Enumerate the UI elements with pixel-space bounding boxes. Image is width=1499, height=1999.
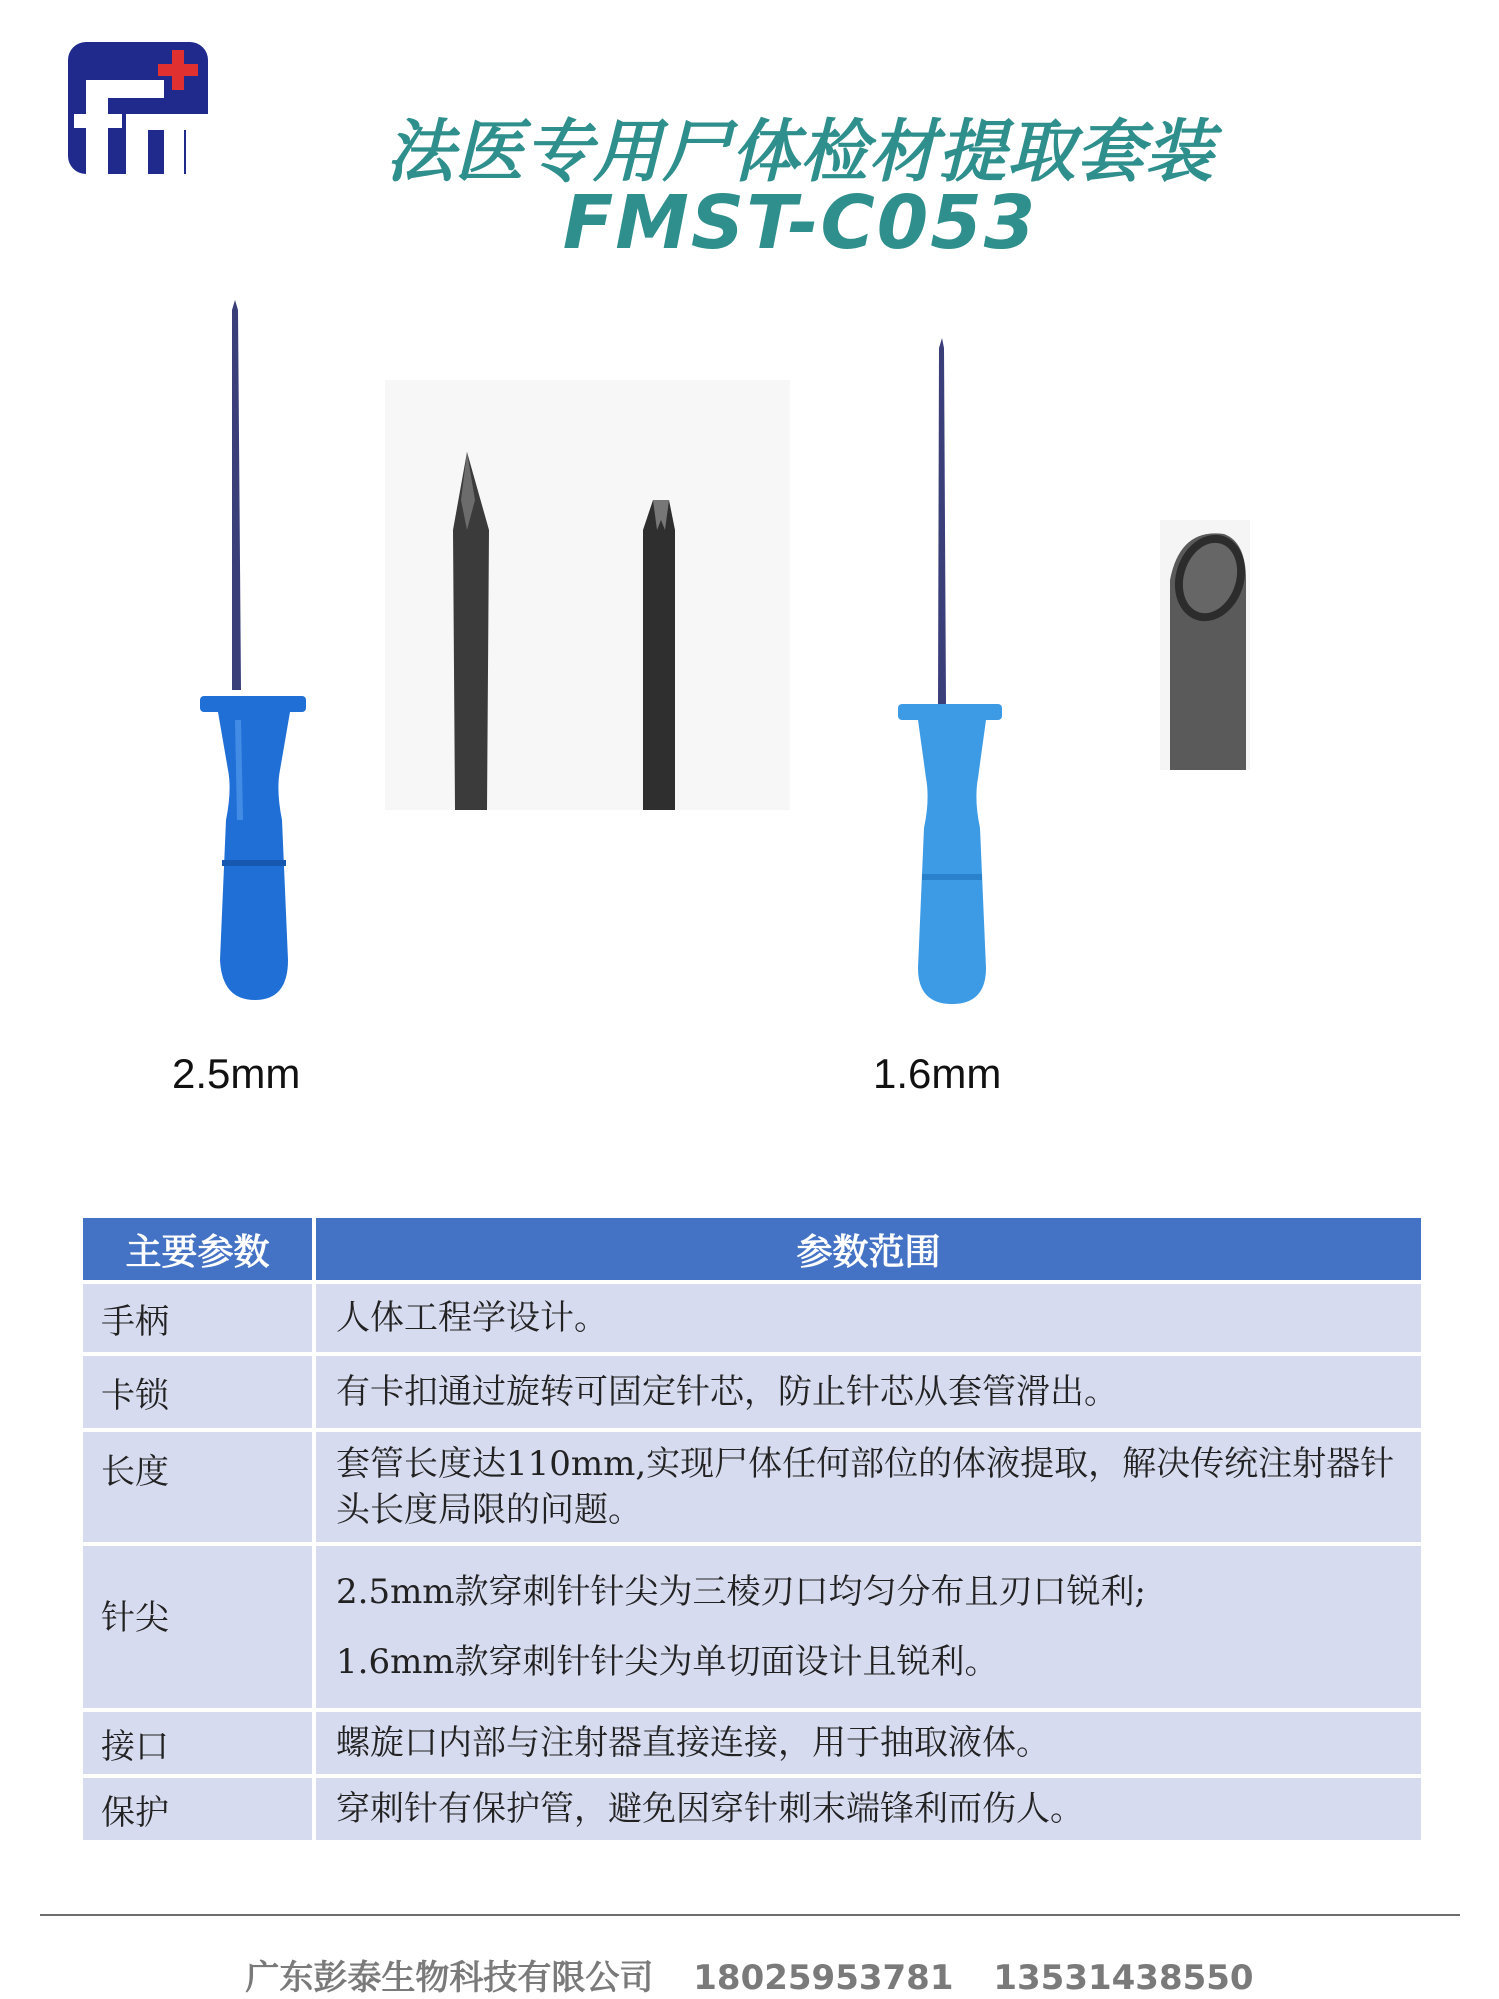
size-label-1.6mm: 1.6mm bbox=[873, 1050, 1002, 1097]
param-lock: 卡锁 bbox=[83, 1352, 316, 1428]
page-title: 法医专用尸体检材提取套装 bbox=[385, 113, 1214, 192]
company-name: 广东彭泰生物科技有限公司 bbox=[245, 1958, 654, 1998]
param-length: 长度 bbox=[83, 1428, 316, 1542]
phone-number-2: 13531438550 bbox=[993, 1958, 1254, 1998]
needle-2.5mm-image bbox=[180, 300, 320, 1010]
footer-divider bbox=[40, 1914, 1460, 1916]
header-param-range: 参数范围 bbox=[316, 1218, 1421, 1280]
needle-tip-closeup-image bbox=[385, 380, 790, 810]
table-row bbox=[83, 1280, 1421, 1352]
needle-1.6mm-image bbox=[880, 338, 1020, 1008]
value-handle: 人体工程学设计。 bbox=[316, 1280, 1421, 1352]
footer bbox=[0, 1950, 1499, 1999]
value-interface: 螺旋口内部与注射器直接连接，用于抽取液体。 bbox=[316, 1708, 1421, 1774]
table-row bbox=[83, 1774, 1421, 1840]
company-logo bbox=[68, 42, 208, 174]
table-row bbox=[83, 1708, 1421, 1774]
table-row bbox=[83, 1542, 1421, 1708]
table-row bbox=[83, 1352, 1421, 1428]
value-tip bbox=[316, 1542, 1421, 1708]
value-tip-line2: 1.6mm款穿刺针针尖为单切面设计且锐利。 bbox=[336, 1642, 999, 1682]
value-tip-line1: 2.5mm款穿刺针针尖为三棱刃口均匀分布且刃口锐利; bbox=[336, 1572, 1147, 1612]
spec-table bbox=[83, 1218, 1421, 1840]
param-tip: 针尖 bbox=[83, 1542, 316, 1708]
param-interface: 接口 bbox=[83, 1708, 316, 1774]
bevel-tip-closeup-image bbox=[1160, 520, 1250, 770]
model-number: FMST-C053 bbox=[562, 180, 1038, 266]
tip-closeup-panel bbox=[385, 380, 790, 810]
size-label-2.5mm: 2.5mm bbox=[172, 1050, 301, 1097]
phone-number-1: 18025953781 bbox=[693, 1958, 954, 1998]
param-protection: 保护 bbox=[83, 1774, 316, 1840]
header-main-param: 主要参数 bbox=[83, 1218, 316, 1280]
value-length: 套管长度达110mm,实现尸体任何部位的体液提取，解决传统注射器针头长度局限的问题。 bbox=[316, 1428, 1421, 1542]
value-protection: 穿刺针有保护管，避免因穿针刺末端锋利而伤人。 bbox=[316, 1774, 1421, 1840]
table-header-row bbox=[83, 1218, 1421, 1280]
param-handle: 手柄 bbox=[83, 1280, 316, 1352]
value-lock: 有卡扣通过旋转可固定针芯，防止针芯从套管滑出。 bbox=[316, 1352, 1421, 1428]
table-row bbox=[83, 1428, 1421, 1542]
